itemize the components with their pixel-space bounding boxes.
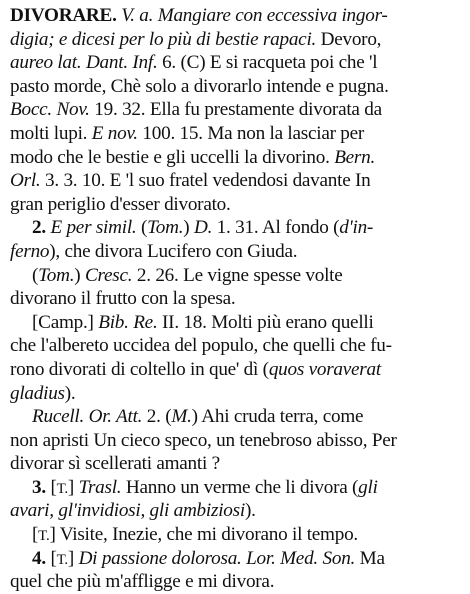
entry-line	[10, 169, 462, 193]
entry-segment: 2. 26. Le vigne spesse volte	[132, 264, 343, 286]
sense-4-line	[10, 547, 462, 571]
sense-3-line	[10, 476, 462, 500]
entry-segment: ).	[64, 382, 76, 404]
entry-segment-italic: Tom.	[38, 264, 75, 286]
entry-line	[10, 452, 462, 476]
entry-segment: Hanno un verme che li divora (	[121, 476, 359, 498]
entry-segment-italic: gladius	[10, 382, 65, 404]
entry-line	[10, 75, 462, 99]
entry-segment-italic: Bern.	[334, 146, 376, 168]
entry-segment-italic: quos voraverat	[268, 358, 381, 380]
entry-segment: che l'albereto uccidea del populo, che quelli che fu-	[10, 335, 392, 357]
entry-line	[10, 4, 462, 28]
entry-segment: non apristi Un cieco speco, un tenebroso abisso, Per	[10, 429, 397, 451]
entry-segment: )	[183, 217, 194, 239]
entry-segment-italic: V. a. Mangiare con eccessiva ingor-	[121, 5, 388, 26]
entry-line	[10, 334, 462, 358]
entry-segment: 2. (	[142, 406, 172, 428]
entry-segment-bold: 2.	[32, 217, 51, 239]
entry-segment-italic: M.	[171, 406, 192, 428]
entry-line	[10, 287, 462, 311]
entry-segment-italic: Tom.	[147, 217, 184, 239]
entry-segment: pasto morde, Chè solo a divorarlo intende e pugna.	[10, 75, 389, 97]
entry-segment: (	[136, 217, 148, 239]
entry-segment-italic: Orl.	[10, 170, 41, 192]
entry-segment-italic: ferno	[10, 240, 50, 262]
entry-line	[10, 499, 462, 523]
entry-segment: 6. (C) E si racqueta poi che 'l	[157, 52, 378, 74]
entry-segment-italic: d'in-	[339, 217, 374, 239]
entry-segment: ]	[67, 476, 79, 498]
entry-segment: Devoro,	[316, 28, 382, 50]
entry-line	[10, 570, 462, 594]
entry-segment: molti lupi.	[10, 122, 92, 144]
entry-segment: ), che divora Lucifero con Giuda.	[49, 240, 298, 262]
entry-segment: 1. 31. Al fondo (	[212, 217, 340, 239]
entry-segment-italic: aureo lat. Dant. Inf.	[10, 52, 158, 74]
entry-segment: T.	[56, 551, 68, 568]
entry-segment-italic: digia; e dicesi per lo più di bestie rapaci.	[10, 28, 317, 50]
entry-segment-italic: Bib. Re.	[98, 311, 158, 333]
sense-2-line	[10, 216, 462, 240]
entry-line	[10, 146, 462, 170]
entry-segment-italic: gli	[358, 476, 378, 498]
citation-line	[10, 264, 462, 288]
citation-line	[10, 311, 462, 335]
entry-segment: (	[32, 264, 39, 286]
entry-segment-italic: E nov.	[91, 122, 138, 144]
entry-segment: [	[50, 476, 57, 498]
entry-segment-italic: Bocc. Nov.	[10, 99, 90, 121]
entry-line	[10, 240, 462, 264]
entry-segment-italic: D.	[193, 217, 213, 239]
entry-segment-italic: Rucell. Or. Att.	[32, 406, 143, 428]
entry-segment-italic: avari, gl'invidiosi, gli ambiziosi	[10, 500, 245, 522]
entry-segment-bold: 3.	[32, 476, 51, 498]
entry-segment: divorano il frutto con la spesa.	[10, 288, 236, 310]
entry-segment: modo che le bestie e gli uccelli la divorino.	[10, 146, 335, 168]
entry-segment: [	[50, 547, 57, 569]
entry-segment: [	[32, 524, 39, 546]
entry-segment: 19. 32. Ella fu prestamente divorata da	[89, 99, 382, 121]
entry-line	[10, 122, 462, 146]
entry-segment-italic: Cresc.	[84, 264, 133, 286]
entry-segment: T.	[38, 528, 50, 545]
citation-line	[10, 405, 462, 429]
entry-segment-italic: E per simil.	[50, 217, 137, 239]
entry-segment: [Camp.]	[32, 311, 99, 333]
entry-segment: ).	[244, 500, 256, 522]
entry-segment-bold: 4.	[32, 547, 51, 569]
entry-segment: 100. 15. Ma non la lasciar per	[137, 122, 365, 144]
entry-segment-italic: Di passione dolorosa. Lor. Med. Son.	[78, 547, 356, 569]
entry-segment: rono divorati di coltello in que' dì (	[10, 358, 269, 380]
entry-segment: quel che più m'affligge e mi divora.	[10, 571, 275, 593]
entry-segment: )	[74, 264, 85, 286]
entry-line	[10, 51, 462, 75]
entry-segment: T.	[56, 480, 68, 497]
entry-segment: II. 18. Molti più erano quelli	[157, 311, 374, 333]
entry-segment: ] Visite, Inezie, che mi divorano il tempo.	[49, 524, 358, 546]
entry-segment: ]	[67, 547, 79, 569]
entry-line	[10, 382, 462, 406]
entry-segment-italic: Trasl.	[78, 476, 122, 498]
entry-line	[10, 358, 462, 382]
entry-segment: ) Ahi cruda terra, come	[191, 406, 364, 428]
entry-segment: Ma	[355, 547, 385, 569]
entry-line	[10, 429, 462, 453]
entry-line	[10, 28, 462, 52]
entry-segment: gran periglio d'esser divorato.	[10, 193, 231, 215]
entry-line	[10, 98, 462, 122]
entry-segment: 3. 3. 10. E 'l suo fratel vedendosi davante In	[40, 170, 371, 192]
entry-segment: divorar sì scellerati amanti ?	[10, 453, 220, 475]
entry-line	[10, 193, 462, 217]
dictionary-entry	[10, 4, 462, 594]
entry-segment-bold: DIVORARE.	[10, 5, 117, 26]
